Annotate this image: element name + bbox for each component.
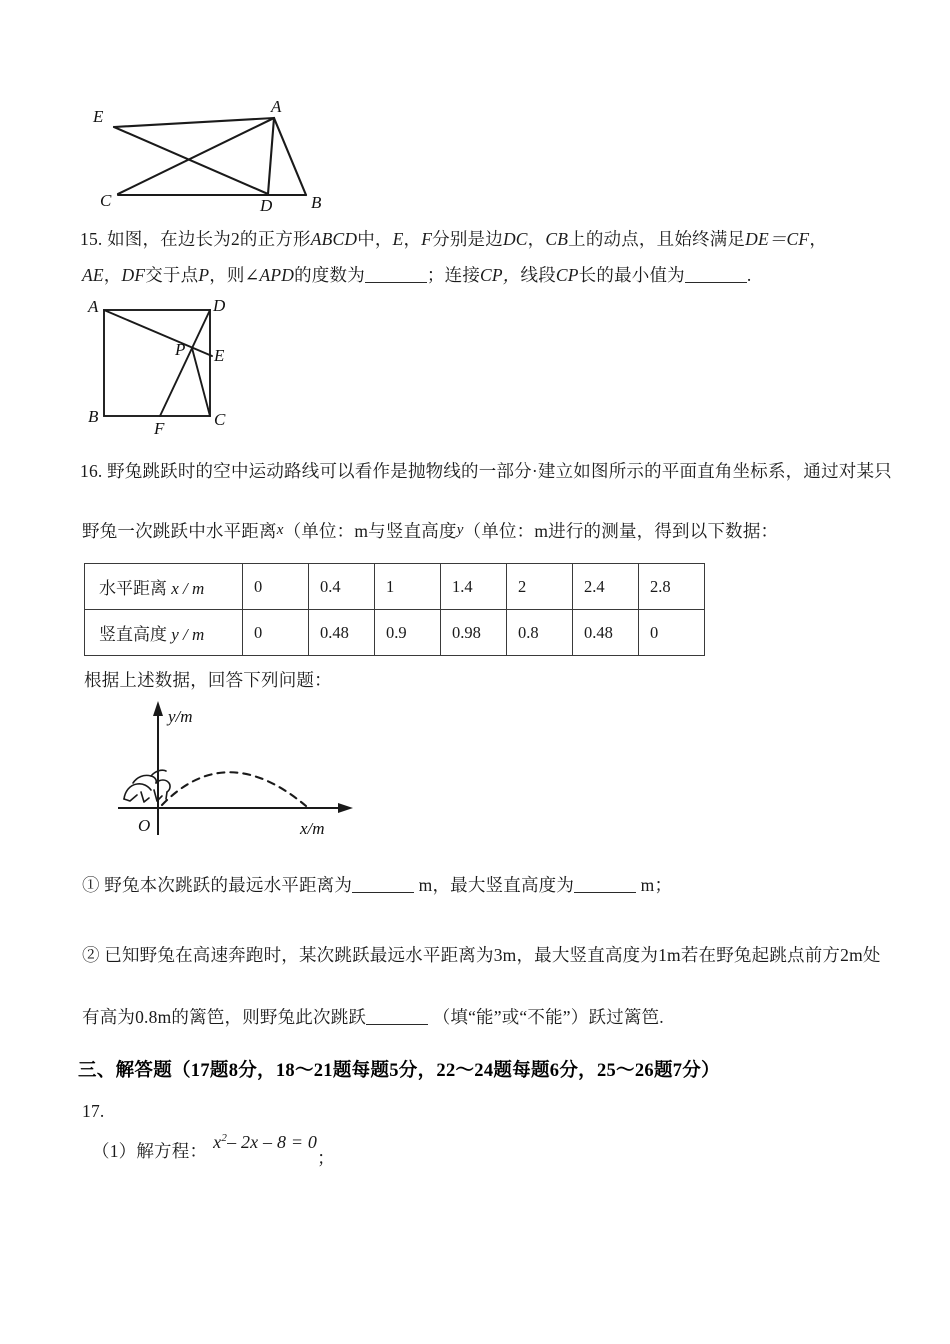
q15-answer-blank-1[interactable]: [365, 282, 427, 283]
q15-t11: ，: [527, 229, 546, 249]
q15-t2: 2: [230, 229, 240, 249]
q17-semicolon: ；: [317, 1148, 335, 1168]
q15-l2-t1: AE: [82, 265, 104, 285]
figure-label-B: B: [311, 193, 322, 212]
q15-l2-t5: P: [198, 265, 210, 285]
q16-l2-a: 野兔一次跳跃中水平距离: [82, 521, 277, 541]
question-15-line-1: [80, 226, 827, 252]
q15-t15: ，: [809, 229, 828, 249]
q16-l2-c: （单位：m进行的测量，得到以下数据：: [463, 521, 779, 541]
section-3-heading-text: 三、解答题（17题8分，18～21题每题5分，22～24题每题6分，25～26题7分）: [78, 1061, 720, 1081]
q16-sub2-a: ② 已知野兔在高速奔跑时，某次跳跃最远水平距离为: [82, 945, 494, 965]
table-row-vertical-height: [85, 610, 705, 656]
square-label-D: D: [213, 298, 226, 315]
square-figure-abcd: [82, 298, 282, 438]
eq-lhs: x: [213, 1132, 222, 1152]
q15-l2-t9: ；连接: [426, 265, 481, 285]
cell-y-3: 0.98: [441, 610, 507, 656]
q16-sub2-g: 处: [862, 945, 881, 965]
x-axis-label: x/m: [300, 819, 325, 838]
q15-l2-t14: .: [746, 265, 752, 285]
cell-y-5: 0.48: [573, 610, 639, 656]
q16-sub1-blank-1[interactable]: [352, 892, 414, 893]
after-table-label: 根据上述数据，回答下列问题：: [84, 670, 332, 690]
q16-sub1-a: ① 野兔本次跳跃的最远水平距离为: [82, 875, 353, 895]
q17-equation: [213, 1132, 317, 1152]
rowhead-x-text: 水平距离: [99, 579, 172, 598]
question-16-sub-2-cont: [82, 1004, 664, 1030]
q15-l2-t4: 交于点: [145, 265, 199, 285]
figure-label-D: D: [260, 196, 273, 214]
table-row-horizontal-distance: [85, 564, 705, 610]
q16-sub3-d: （填“能”或“不能”）跃过篱笆.: [432, 1007, 664, 1027]
q15-l2-t7: APD: [259, 265, 295, 285]
rabbit-icon: [124, 770, 170, 802]
eq-exponent: 2: [221, 1132, 228, 1144]
q15-t12: CB: [545, 229, 569, 249]
row-header-horizontal-distance: [85, 564, 243, 610]
q16-line1-text: 野兔跳跃时的空中运动路线可以看作是抛物线的一部分·建立如图所示的平面直角坐标系，通过对某只: [107, 461, 892, 481]
question-17-part-1: [92, 1132, 335, 1168]
q15-l2-t8: 的度数为: [294, 265, 365, 285]
rowhead-y-text: 竖直高度: [99, 625, 172, 644]
figure-label-A: A: [271, 97, 282, 116]
origin-label: O: [138, 816, 151, 835]
q15-t4: ABCD: [310, 229, 358, 249]
q16-var-x: x: [276, 522, 284, 538]
square-label-A: A: [88, 298, 99, 316]
q15-l2-t11: 线段: [520, 265, 556, 285]
cell-x-0: 0: [243, 564, 309, 610]
q16-sub2-blank[interactable]: [366, 1024, 428, 1025]
q16-var-y: y: [456, 522, 464, 538]
parabola-curve: [162, 772, 306, 806]
q15-t7: ，: [403, 229, 422, 249]
square-label-F: F: [154, 419, 165, 438]
cell-x-3: 1.4: [441, 564, 507, 610]
triangle-figure-abcde: [78, 96, 388, 214]
question-17-number: [82, 1098, 104, 1124]
square-label-E: E: [214, 346, 225, 365]
q15-l2-t6: ，则∠: [209, 265, 260, 285]
q15-t8: F: [421, 229, 433, 249]
q15-t3: 的正方形: [239, 229, 311, 249]
q16-sub1-blank-2[interactable]: [574, 892, 636, 893]
q16-sub1-b: m，最大竖直高度为: [418, 875, 575, 895]
rowhead-x-var: x: [171, 579, 179, 598]
q15-l2-t13: 长的最小值为: [578, 265, 685, 285]
question-16-sub-1: [82, 872, 672, 898]
figure-label-C: C: [100, 191, 112, 210]
square-label-C: C: [214, 410, 226, 429]
question-15-line-2: [82, 262, 751, 288]
cell-y-1: 0.48: [309, 610, 375, 656]
square-label-B: B: [88, 407, 99, 426]
eq-rest: – 2x – 8 = 0: [227, 1132, 318, 1152]
q15-l2-t10: CP，: [480, 265, 521, 285]
q15-l2-t2: ，: [103, 265, 122, 285]
q15-answer-blank-2[interactable]: [685, 282, 747, 283]
q16-sub2-c: ，最大竖直高度为: [516, 945, 659, 965]
figure-label-E: E: [93, 107, 104, 126]
question-16-sub-2: [82, 942, 881, 968]
cell-y-0: 0: [243, 610, 309, 656]
q16-number: 16.: [80, 461, 103, 481]
cell-x-2: 1: [375, 564, 441, 610]
q15-l2-t12: CP: [555, 265, 579, 285]
q16-sub2-d: 1m: [658, 945, 681, 965]
row-header-vertical-height: [85, 610, 243, 656]
question-16-line-2: [82, 518, 778, 544]
cell-x-1: 0.4: [309, 564, 375, 610]
rowhead-y-unit: / m: [178, 625, 205, 644]
q15-t9: 分别是边: [432, 229, 503, 249]
q16-l2-b: （单位：m与竖直高度: [283, 521, 457, 541]
question-16-after-table-text: [84, 667, 332, 693]
section-3-heading: [78, 1056, 720, 1082]
q17-number-text: 17.: [82, 1101, 105, 1121]
q17-part1-label: （1）解方程：: [92, 1141, 208, 1161]
cell-y-6: 0: [639, 610, 705, 656]
q16-sub1-c: m；: [640, 875, 673, 895]
q15-t13: 上的动点，且始终满足: [568, 229, 746, 249]
rowhead-y-var: y: [171, 625, 179, 644]
cell-x-4: 2: [507, 564, 573, 610]
y-axis-arrow: [153, 701, 163, 716]
q16-sub3-a: 有高为: [82, 1007, 136, 1027]
q16-sub2-f: 2m: [840, 945, 863, 965]
q16-sub3-b: 0.8m: [135, 1007, 172, 1027]
cell-y-4: 0.8: [507, 610, 573, 656]
q15-number: 15.: [80, 229, 103, 249]
q15-t1: 如图，在边长为: [107, 229, 231, 249]
parabola-graph-figure: [110, 695, 410, 840]
x-axis-arrow: [338, 803, 353, 813]
question-16-line-1: [80, 458, 892, 484]
rowhead-x-unit: / m: [178, 579, 205, 598]
q16-sub2-e: 若在野兔起跳点前方: [680, 945, 841, 965]
q15-t5: 中，: [357, 229, 393, 249]
square-label-P: P: [175, 340, 186, 359]
cell-y-2: 0.9: [375, 610, 441, 656]
q15-t10: DC: [502, 229, 528, 249]
cell-x-5: 2.4: [573, 564, 639, 610]
q15-t14: DE＝CF: [745, 229, 810, 249]
q16-sub2-b: 3m: [493, 945, 517, 965]
measurement-data-table: [84, 563, 705, 656]
q15-l2-t3: DF: [121, 265, 146, 285]
cell-x-6: 2.8: [639, 564, 705, 610]
q16-sub3-c: 的篱笆，则野兔此次跳跃: [171, 1007, 367, 1027]
q15-t6: E: [392, 229, 404, 249]
y-axis-label: y/m: [168, 707, 193, 726]
